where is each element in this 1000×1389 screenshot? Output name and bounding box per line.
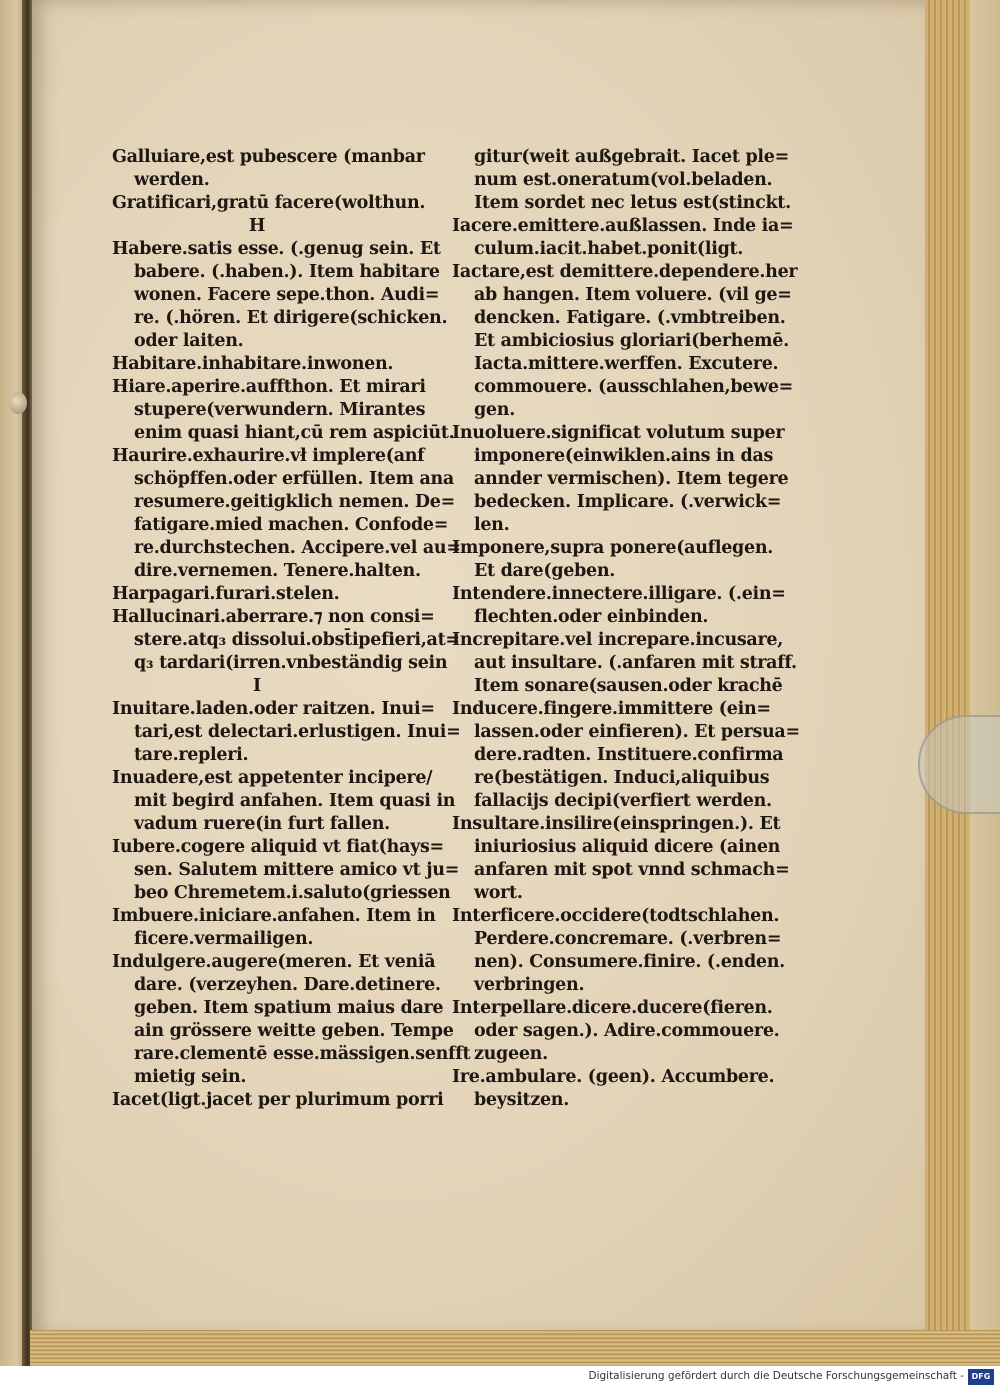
text-line: Iactare,est demittere.dependere.her (452, 262, 798, 282)
text-line: re.durchstechen. Accipere.vel au= (134, 538, 461, 558)
text-line: Imponere,supra ponere(auflegen. (452, 538, 774, 558)
text-line: culum.iacit.habet.ponit(ligt. (474, 239, 744, 259)
text-line: oder sagen.). Adire.commouere. (474, 1021, 780, 1041)
text-line: Iacet(ligt.jacet per plurimum porri (112, 1090, 444, 1110)
text-line: rare.clementē esse.mässigen.senfft (134, 1044, 471, 1064)
text-line: Haurire.exhaurire.vł implere(anf (112, 446, 425, 466)
text-line: re(bestätigen. Induci,aliquibus (474, 768, 770, 788)
text-line: anfaren mit spot vnnd schmach= (474, 860, 790, 880)
section-letter: H (248, 216, 266, 236)
text-line: nen). Consumere.finire. (.enden. (474, 952, 785, 972)
text-line: sen. Salutem mittere amico vt ju= (134, 860, 460, 880)
footer-bar (0, 1366, 1000, 1389)
text-line: Imbuere.iniciare.anfahen. Item in (112, 906, 436, 926)
text-line: re. (.hören. Et dirigere(schicken. (134, 308, 448, 328)
text-line: mietig sein. (134, 1067, 247, 1087)
text-line: ain grössere weitte geben. Tempe (134, 1021, 454, 1041)
text-line: verbringen. (474, 975, 585, 995)
text-line: Habitare.inhabitare.inwonen. (112, 354, 394, 374)
text-line: beysitzen. (474, 1090, 570, 1110)
text-line: Hallucinari.aberrare.⁊ non consi= (112, 607, 435, 627)
text-line: Item sordet nec letus est(stinckt. (474, 193, 791, 213)
text-line: Ire.ambulare. (geen). Accumbere. (452, 1067, 775, 1087)
text-line: Iacta.mittere.werffen. Excutere. (474, 354, 779, 374)
text-line: ab hangen. Item voluere. (vil ge= (474, 285, 792, 305)
text-line: q₃ tardari(irren.vnbeständig sein (134, 653, 448, 673)
text-line: Increpitare.vel increpare.incusare, (452, 630, 784, 650)
text-line: commouere. (ausschlahen,bewe= (474, 377, 794, 397)
text-line: dire.vernemen. Tenere.halten. (134, 561, 421, 581)
text-line: Interpellare.dicere.ducere(fieren. (452, 998, 773, 1018)
dfg-logo: DFG (968, 1369, 994, 1385)
text-line: tare.repleri. (134, 745, 249, 765)
text-line: stupere(verwundern. Mirantes (134, 400, 426, 420)
text-line: werden. (134, 170, 210, 190)
clasp (918, 715, 1000, 814)
text-line: resumere.geitigklich nemen. De= (134, 492, 455, 512)
text-line: Iubere.cogere aliquid vt fiat(hays= (112, 837, 444, 857)
text-line: len. (474, 515, 510, 535)
text-line: dere.radten. Instituere.confirma (474, 745, 784, 765)
text-line: Inuitare.laden.oder raitzen. Inui= (112, 699, 435, 719)
text-line: Et dare(geben. (474, 561, 616, 581)
text-line: Habere.satis esse. (.genug sein. Et (112, 239, 441, 259)
text-line: babere. (.haben.). Item habitare (134, 262, 440, 282)
text-line: bedecken. Implicare. (.verwick= (474, 492, 782, 512)
text-line: flechten.oder einbinden. (474, 607, 709, 627)
text-line: fatigare.mied machen. Confode= (134, 515, 449, 535)
text-line: oder laiten. (134, 331, 244, 351)
text-line: Insultare.insilire(einspringen.). Et (452, 814, 781, 834)
page-stack-edge (925, 0, 1000, 1366)
text-line: Item sonare(sausen.oder krachē (474, 676, 783, 696)
text-line: Indulgere.augere(meren. Et veniā (112, 952, 436, 972)
right-text-column (452, 146, 800, 1112)
text-line: wort. (474, 883, 523, 903)
text-line: Iacere.emittere.außlassen. Inde ia= (452, 216, 794, 236)
text-line: stere.atq₃ dissolui.obst̄ipefieri,at= (134, 630, 460, 650)
text-line: Inuoluere.significat volutum super (452, 423, 785, 443)
text-line: num est.oneratum(vol.beladen. (474, 170, 773, 190)
text-line: iniuriosius aliquid dicere (ainen (474, 837, 781, 857)
text-line: zugeen. (474, 1044, 548, 1064)
text-line: Inuadere,est appetenter incipere/ (112, 768, 433, 788)
text-line: Hiare.aperire.auffthon. Et mirari (112, 377, 426, 397)
text-line: Perdere.concremare. (.verbren= (474, 929, 782, 949)
text-line: schöpffen.oder erfüllen. Item ana (134, 469, 454, 489)
text-line: Intendere.innectere.illigare. (.ein= (452, 584, 786, 604)
text-line: Gratificari,gratū facere(wolthun. (112, 193, 426, 213)
text-line: Galluiare,est pubescere (manbar (112, 147, 425, 167)
page-bottom-edge (30, 1330, 1000, 1366)
text-line: tari,est delectari.erlustigen. Inui= (134, 722, 461, 742)
text-line: aut insultare. (.anfaren mit straff. (474, 653, 797, 673)
text-line: ficere.vermailigen. (134, 929, 314, 949)
book-gutter (22, 0, 32, 1366)
binding-pin (9, 392, 27, 414)
text-line: beo Chremetem.i.saluto(griessen (134, 883, 451, 903)
text-line: Et ambiciosius gloriari(berhemē. (474, 331, 789, 351)
text-line: gitur(weit außgebrait. Iacet ple= (474, 147, 789, 167)
text-line: annder vermischen). Item tegere (474, 469, 789, 489)
text-line: Interficere.occidere(todtschlahen. (452, 906, 780, 926)
text-line: mit begird anfahen. Item quasi in (134, 791, 456, 811)
section-letter: I (253, 676, 261, 696)
left-text-column (112, 146, 471, 1112)
text-line: Harpagari.furari.stelen. (112, 584, 340, 604)
text-line: dare. (verzeyhen. Dare.detinere. (134, 975, 441, 995)
text-line: imponere(einwiklen.ains in das (474, 446, 774, 466)
funding-notice: Digitalisierung gefördert durch die Deutsche Forschungsgemeinschaft - (588, 1370, 964, 1382)
text-line: lassen.oder einfieren). Et persua= (474, 722, 800, 742)
text-line: fallacijs decipi(verfiert werden. (474, 791, 772, 811)
text-line: geben. Item spatium maius dare (134, 998, 444, 1018)
text-line: wonen. Facere sepe.thon. Audi= (134, 285, 440, 305)
text-line: gen. (474, 400, 515, 420)
text-line: enim quasi hiant,cū rem aspiciūt. (134, 423, 455, 443)
text-line: vadum ruere(in furt fallen. (134, 814, 390, 834)
text-line: dencken. Fatigare. (.vmbtreiben. (474, 308, 786, 328)
text-line: Inducere.fingere.immittere (ein= (452, 699, 771, 719)
